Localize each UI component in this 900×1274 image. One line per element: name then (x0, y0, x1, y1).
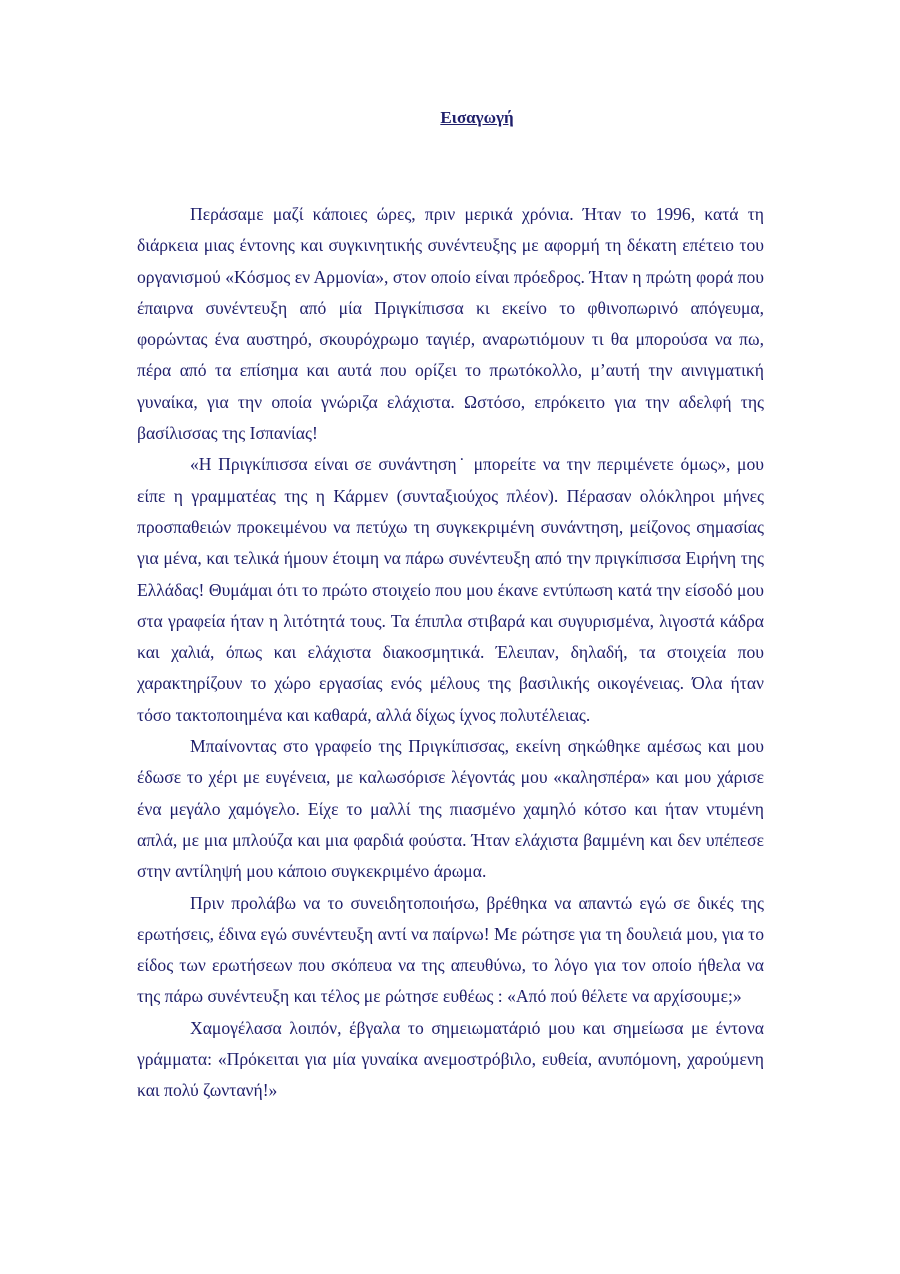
paragraph: Χαμογέλασα λοιπόν, έβγαλα το σημειωματάριό μου και σημείωσα με έντονα γράμματα: «Πρόκειται για μία γυναίκα ανεμοστρόβιλο, ευθεία, ανυπόμονη, χαρούμενη και πολύ ζωντανή!» (137, 1017, 764, 1101)
body-text (137, 199, 764, 1107)
paragraph: Πριν προλάβω να το συνειδητοποιήσω, βρέθηκα να απαντώ εγώ σε δικές της ερωτήσεις, έδινα εγώ συνέντευξη αντί να παίρνω! Με ρώτησε για τη δουλειά μου, για το είδος των ερωτήσεων που σκόπευα να της απευθύνω, το λόγο για τον οποίο ήθελα να της πάρω συνέντευξη και τέλος με ρώτησε ευθέως : «Από πού θέλετε να αρχίσουμε;» (137, 892, 764, 1007)
paragraph: Μπαίνοντας στο γραφείο της Πριγκίπισσας, εκείνη σηκώθηκε αμέσως και μου έδωσε το χέρι με ευγένεια, με καλωσόρισε λέγοντάς μου «καλησπέρα» και μου χάρισε ένα μεγάλο χαμόγελο. Είχε το μαλλί της πιασμένο χαμηλό κότσο και ήταν ντυμένη απλά, με μια μπλούζα και μια φαρδιά φούστα. Ήταν ελάχιστα βαμμένη και δεν υπέπεσε στην αντίληψή μου κάποιο συγκεκριμένο άρωμα. (137, 736, 764, 882)
paragraph: Περάσαμε μαζί κάποιες ώρες, πριν μερικά χρόνια. Ήταν το 1996, κατά τη διάρκεια μιας έντονης και συγκινητικής συνέντευξης με αφορμή τη δέκατη επέτειο του οργανισμού «Κόσμος εν Αρμονία», στον οποίο είναι πρόεδρος. Ήταν η πρώτη φορά που έπαιρνα συνέντευξη από μία Πριγκίπισσα κι εκείνο το φθινοπωρινό απόγευμα, φορώντας ένα αυστηρό, σκουρόχρωμο ταγιέρ, αναρωτιόμουν τι θα μπορούσα να πω, πέρα από τα επίσημα και αυτά που ορίζει το πρωτόκολλο, μ’αυτή την αινιγματική γυναίκα, για την οποία γνώριζα ελάχιστα. Ωστόσο, επρόκειτο για την αδελφή της βασίλισσας της Ισπανίας! (137, 204, 764, 444)
page-title: Εισαγωγή (440, 108, 514, 127)
paragraph: «Η Πριγκίπισσα είναι σε συνάντηση˙ μπορείτε να την περιμένετε όμως», μου είπε η γραμματέας της η Κάρμεν (συνταξιούχος πλέον). Πέρασαν ολόκληροι μήνες προσπαθειών προκειμένου να πετύχω τη συγκεκριμένη συνάντηση, μείζονος σημασίας για μένα, και τελικά ήμουν έτοιμη να πάρω συνέντευξη από την πριγκίπισσα Ειρήνη της Ελλάδας! Θυμάμαι ότι το πρώτο στοιχείο που μου έκανε εντύπωση κατά την είσοδό μου στα γραφεία ήταν η λιτότητά τους. Τα έπιπλα στιβαρά και συγυρισμένα, λιγοστά κάδρα και χαλιά, όπως και ελάχιστα διακοσμητικά. Έλειπαν, δηλαδή, τα στοιχεία που χαρακτηρίζουν το χώρο εργασίας ενός μέλους της βασιλικής οικογένειας. Όλα ήταν τόσο τακτοποιημένα και καθαρά, αλλά δίχως ίχνος πολυτέλειας. (137, 454, 764, 725)
